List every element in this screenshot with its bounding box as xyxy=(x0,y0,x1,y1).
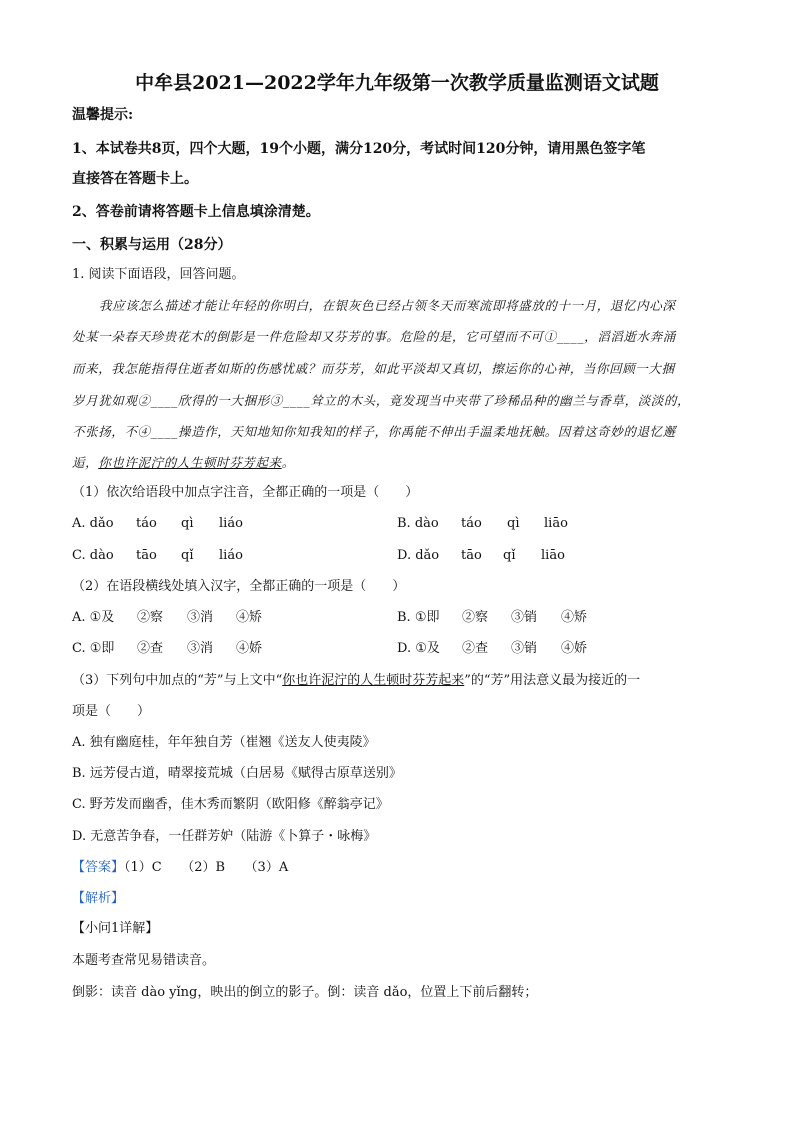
passage-line-6-end: 。 xyxy=(281,455,295,470)
sub2-option-c: C. ①即 xyxy=(72,641,115,656)
sub1-option-d-3: qǐ xyxy=(503,548,516,563)
sub1-option-a-4: liáo xyxy=(219,516,243,531)
notice-heading: 温馨提示: xyxy=(72,107,134,123)
sub1-option-b-4: liāo xyxy=(544,516,568,531)
sub3-option-a: A. 独有幽庭桂，年年独自芳（崔翘《送友人使夷陵》 xyxy=(72,735,376,750)
sub3-option-c: C. 野芳发而幽香，佳木秀而繁阴（欧阳修《醉翁亭记》 xyxy=(72,797,389,812)
sub1-option-a-2: táo xyxy=(136,516,157,531)
sub2-option-d-2: ②查 xyxy=(462,641,489,656)
sub3-option-b: B. 远芳侵古道，晴翠接荒城（白居易《赋得古原草送别》 xyxy=(72,766,402,781)
sub1-option-c: C. dào xyxy=(72,548,114,563)
passage-line-6 xyxy=(72,454,295,472)
sub2-option-c-2: ②查 xyxy=(137,641,164,656)
sub1-option-c-2: tāo xyxy=(136,548,157,563)
sub1-option-b-3: qì xyxy=(507,516,520,531)
sub-question-3-stem-cont: 项是（ ） xyxy=(72,704,151,719)
sub2-option-d-3: ③销 xyxy=(511,641,538,656)
sub2-option-d-4: ④娇 xyxy=(561,641,588,656)
notice-item-1: 1、本试卷共8页，四个大题，19个小题，满分120分，考试时间120分钟，请用黑色签字笔 xyxy=(72,141,646,157)
sub2-option-d: D. ①及 xyxy=(397,641,440,656)
underlined-sentence: 你也许泥泞的人生顿时芬芳起来 xyxy=(98,455,282,470)
sub-question-3-stem xyxy=(72,672,640,690)
passage-line-5: 不张扬，不④____操造作，天知地知你知我知的样子，你禹能不伸出手温柔地抚触。因着这奇妙的退忆邂 xyxy=(72,424,676,439)
sub1-option-b: B. dào xyxy=(397,516,439,531)
sub2-option-b-3: ③销 xyxy=(511,610,538,625)
sub3-option-d: D. 无意苦争春，一任群芳妒（陆游《卜算子・咏梅》 xyxy=(72,829,377,844)
analysis-subheading: 【小问1详解】 xyxy=(72,921,159,936)
sub1-option-a-3: qì xyxy=(181,516,194,531)
sub1-option-a: A. dǎo xyxy=(72,516,114,531)
sub3-stem-end: ”的“芳”用法意义最为接近的一 xyxy=(464,673,641,688)
passage-line-1: 我应该怎么描述才能让年轻的你明白，在银灰色已经占领冬天而寒流即将盛放的十一月，退忆内心深 xyxy=(99,298,676,313)
notice-item-1-cont: 直接答在答题卡上。 xyxy=(72,171,198,187)
sub-question-1-stem: （1）依次给语段中加点字注音，全都正确的一项是（ ） xyxy=(72,485,419,500)
sub2-option-b: B. ①即 xyxy=(397,610,440,625)
analysis-line-1: 本题考查常见易错读音。 xyxy=(72,953,216,968)
passage-line-6-start: 逅， xyxy=(72,455,99,470)
sub1-option-d-4: liāo xyxy=(541,548,565,563)
sub1-option-d-2: tāo xyxy=(461,548,482,563)
analysis-label: 【解析】 xyxy=(72,891,125,906)
sub2-option-a-4: ④矫 xyxy=(236,610,263,625)
sub1-option-d: D. dǎo xyxy=(397,548,440,563)
section-heading: 一、积累与运用（28分） xyxy=(72,237,232,253)
sub2-option-a-2: ②察 xyxy=(137,610,164,625)
sub2-option-b-2: ②察 xyxy=(462,610,489,625)
passage-line-3: 而来，我怎能指得住逝者如斯的伤感忧戚？而芬芳，如此平淡却又真切，擦运你的心神，当你回顾一大捆 xyxy=(72,361,675,376)
sub1-option-b-2: táo xyxy=(461,516,482,531)
notice-item-2: 2、答卷前请将答题卡上信息填涂清楚。 xyxy=(72,204,320,220)
question-1-stem: 1. 阅读下面语段，回答问题。 xyxy=(72,267,245,282)
sub1-option-c-4: liáo xyxy=(219,548,243,563)
passage-line-2: 处某一朵春天珍贵花木的倒影是一件危险却又芬芳的事。危险的是，它可望而不可①____，滔滔逝水奔涌 xyxy=(72,329,676,344)
sub1-option-c-3: qǐ xyxy=(181,548,194,563)
answer-label: 【答案】 xyxy=(72,860,125,875)
analysis-line-2: 倒影：读音 dào yǐng，映出的倒立的影子。倒：读音 dǎo，位置上下前后翻转； xyxy=(72,985,538,1000)
sub3-quoted-sentence: 你也许泥泞的人生顿时芬芳起来 xyxy=(282,673,465,688)
sub3-stem-start: （3）下列句中加点的“芳”与上文中“ xyxy=(72,673,283,688)
sub2-option-b-4: ④矫 xyxy=(561,610,588,625)
page-title: 中牟县2021—2022学年九年级第一次教学质量监测语文试题 xyxy=(135,72,659,94)
sub2-option-a-3: ③消 xyxy=(187,610,214,625)
sub2-option-a: A. ①及 xyxy=(72,610,115,625)
sub-question-2-stem: （2）在语段横线处填入汉字，全都正确的一项是（ ） xyxy=(72,579,406,594)
sub2-option-c-3: ③消 xyxy=(187,641,214,656)
passage-line-4: 岁月犹如观②____欣得的一大捆形③____耸立的木头，竟发现当中夹带了珍稀品种的幽兰与香草，淡淡的， xyxy=(72,393,691,408)
answer-value: （1）C （2）B （3）A xyxy=(124,860,289,875)
answer-line xyxy=(72,859,288,877)
sub2-option-c-4: ④娇 xyxy=(236,641,263,656)
